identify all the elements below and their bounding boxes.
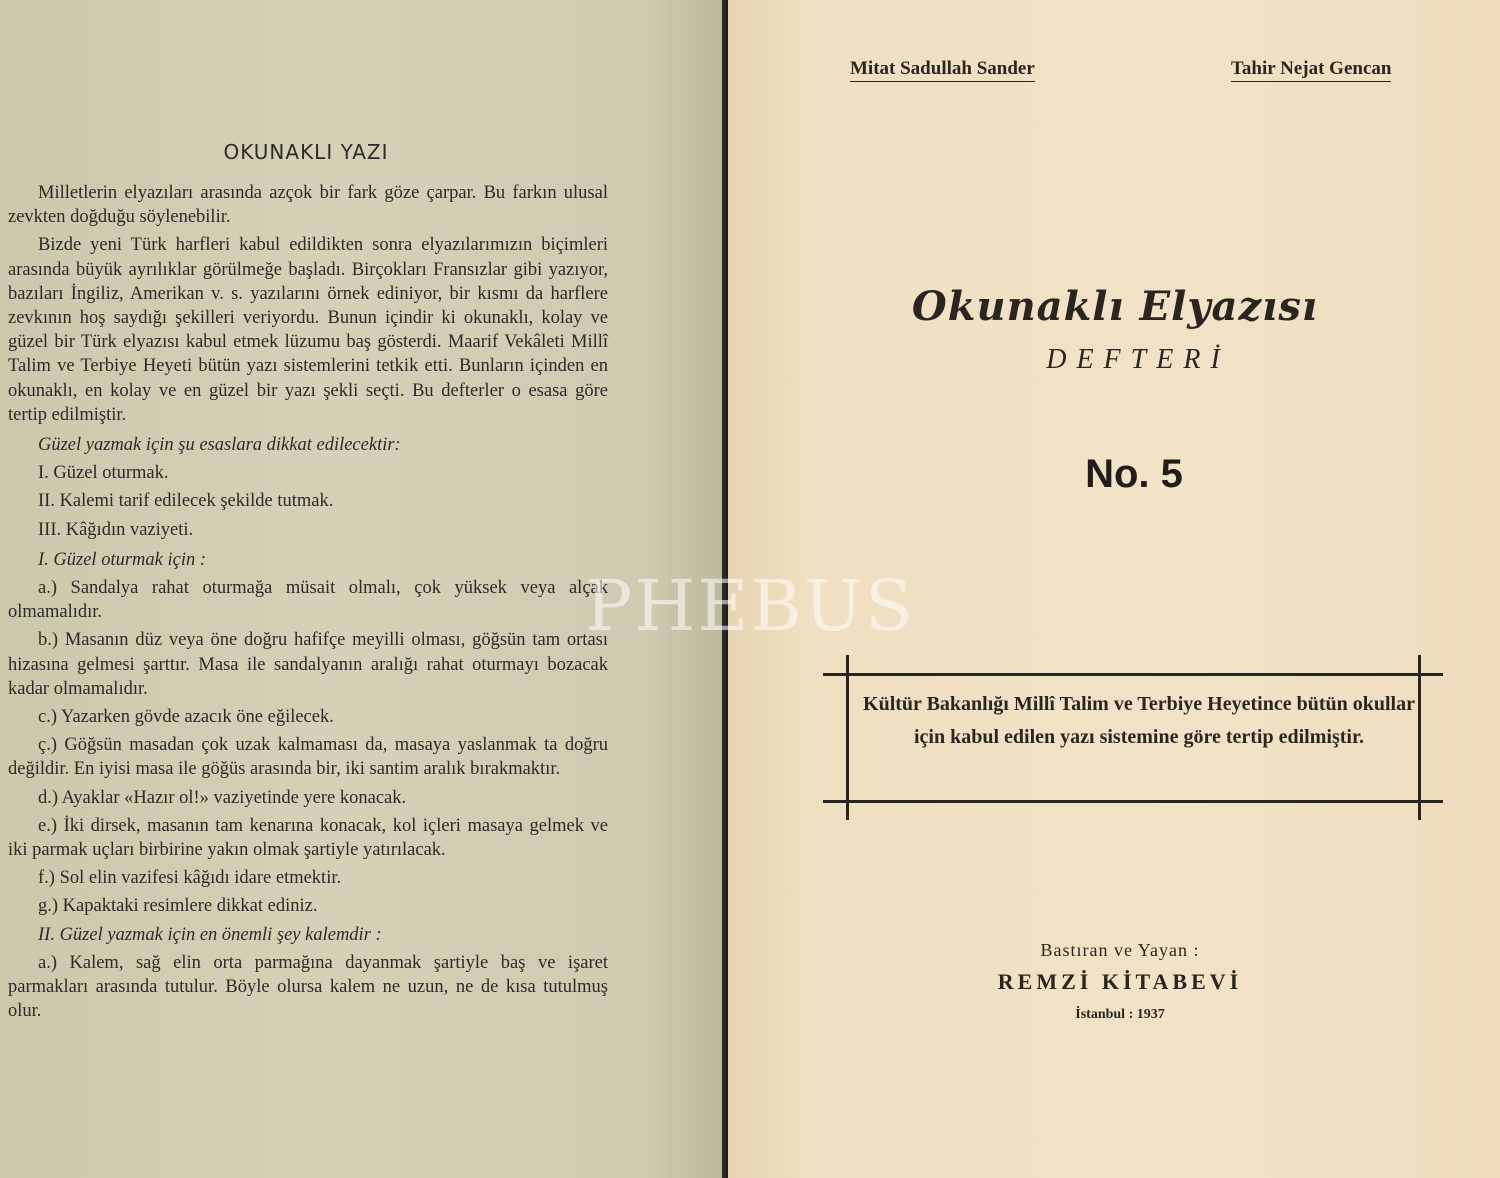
frame-line (823, 800, 1443, 803)
publisher-place: İstanbul : 1937 (1075, 1007, 1165, 1022)
list-item: II. Kalemi tarif edilecek şekilde tutmak. (38, 491, 334, 512)
paragraph: a.) Sandalya rahat oturmağa müsait olmalı, çok yüksek veya alçak olmamalıdır. (8, 578, 608, 623)
book-subtitle: DEFTERİ (1046, 344, 1230, 375)
paragraph: ç.) Göğsün masadan çok uzak kalmaması da, masaya yaslanmak ta doğru değildir. En iyisi masa ile göğüs arasında bir, iki santim aralık bırakmaktır. (8, 735, 608, 780)
paragraph: c.) Yazarken gövde azacık öne eğilecek. (38, 707, 334, 728)
publisher-name: REMZİ KİTABEVİ (997, 969, 1243, 994)
book-title: Okunaklı Elyazısı (911, 283, 1319, 330)
body-text (8, 181, 608, 1028)
paragraph: b.) Masanın düz veya öne doğru hafifçe meyilli olması, göğsün tam ortası hizasına gelmesi şarttır. Masa ile sandalyanın aralığı rahat oturmayı bozacak kadar olmamalıdır. (8, 630, 608, 699)
section-heading: I. Güzel oturmak için : (38, 549, 207, 570)
paragraph: Milletlerin elyazıları arasında azçok bir fark göze çarpar. Bu farkın ulusal zevkten doğduğu söylenebilir. (8, 183, 608, 228)
section-heading: II. Güzel yazmak için en önemli şey kalemdir : (38, 924, 382, 945)
list-item: III. Kâğıdın vaziyeti. (38, 519, 194, 540)
publisher-label: Bastıran ve Yayan : (1040, 940, 1200, 960)
author-name: Mitat Sadullah Sander (850, 58, 1035, 82)
paragraph: f.) Sol elin vazifesi kâğıdı idare etmektir. (38, 868, 342, 889)
author-name: Tahir Nejat Gencan (1231, 58, 1391, 82)
paragraph: Bizde yeni Türk harfleri kabul edildikten sonra elyazılarımızın biçimleri arasında büyük ayrılıklar görülmeğe başladı. Birçokları Fransızlar gibi yazıyor, bazıları İngiliz, Amerikan v. s. yazılarını örnek ediniyor, bir kısmı da harflere zevkının hoş saydığı şekilleri veriyordu. Bunun içindir ki okunaklı, kolay ve güzel bir Türk elyazısı kabul etmek lüzumu baş gösterdi. Maarif Vekâleti Millî Talim ve Terbiye Heyeti bütün yazı sistemlerini tetkik etti. Bunların içinden en okunaklı, en kolay ve en güzel bir yazı şekli seçti. Bu defterler o esasa göre tertip edilmiştir. (8, 235, 608, 425)
paragraph: d.) Ayaklar «Hazır ol!» vaziyetinde yere konacak. (38, 787, 407, 808)
paragraph: Güzel yazmak için şu esaslara dikkat edilecektir: (38, 435, 401, 456)
list-item: I. Güzel oturmak. (38, 463, 169, 484)
page-title: OKUNAKLI YAZI (223, 140, 389, 164)
paragraph: a.) Kalem, sağ elin orta parmağına dayanmak şartiyle baş ve işaret parmakları arasında tutulur. Böyle olursa kalem ne uzun, ne de kısa tutulmuş olur. (8, 952, 608, 1022)
watermark: PHEBUS (585, 565, 915, 647)
frame-line (823, 673, 1443, 676)
volume-number: No. 5 (1085, 452, 1183, 496)
paragraph: e.) İki dirsek, masanın tam kenarına konacak, kol içleri masaya gelmek ve iki parmak uçları birbirine yakın olmak şartiyle yatırılacak. (8, 815, 608, 861)
approval-text: Kültür Bakanlığı Millî Talim ve Terbiye Heyetince bütün okullar için kabul edilen yazı sistemine göre tertip edilmiştir. (863, 693, 1415, 748)
paragraph: g.) Kapaktaki resimlere dikkat ediniz. (38, 896, 318, 917)
